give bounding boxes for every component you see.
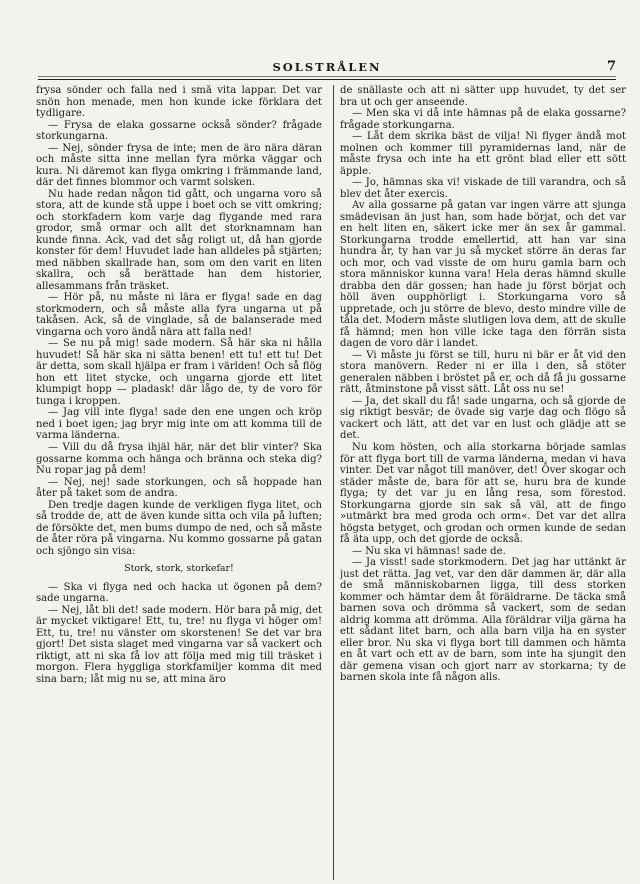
paragraph: — Men ska vi då inte hämnas på de elaka gossarne? frågade storkungarna. xyxy=(340,108,626,131)
paragraph: — Låt dem skrika bäst de vilja! Ni flyger ändå mot molnen och kommer till pyramidernas land, när de måste frysa och inte ha ett grönt blad eller ett sött äpple. xyxy=(340,131,626,177)
header-rule-thin xyxy=(38,76,616,77)
right-column xyxy=(340,85,626,880)
running-title: SOLSTRÅLEN xyxy=(272,60,382,74)
left-column xyxy=(36,85,322,880)
paragraph: — Nej, nej! sade storkungen, och så hoppade han åter på taket som de andra. xyxy=(36,476,322,500)
song-verse: Stork, stork, storkefar! xyxy=(124,563,234,575)
paragraph: Nu kom hösten, och alla storkarna började samlas för att flyga bort till de varma länderna, medan vi hava vinter. Det var något till manöver, det! Över skogar och städer måste de, bara för att se, huru bra de kunde flyga; ty det var ju en lång resa, som förestod. Storkungarna gjorde sin sak så väl, att de fingo »utmärkt bra med groda och orm«. Det var det allra högsta betyget, och grodan och ormen kunde de sedan få äta upp, och det gjorde de också. xyxy=(340,441,626,546)
paragraph: Nu hade redan någon tid gått, och ungarna voro så stora, att de kunde stå uppe i boet och se vitt omkring; och storkfadern kom varje dag flygande med rara grodor, små ormar och allt det storknamnam han kunde finna. Ack, vad det såg roligt ut, då han gjorde konster för dem! Huvudet lade han alldeles på stjärten; med näbben skallrade han, som om den varit en liten skallra, och så berättade han dem historier, allesammans från träsket. xyxy=(36,188,322,292)
paragraph: Den tredje dagen kunde de verkligen flyga litet, och så trodde de, att de även kunde sitta och vila på luften; de försökte det, men bums dumpo de ned, och så måste de åter röra på vingarna. Nu kommo gossarne på gatan och sjöngo sin visa: xyxy=(36,499,322,557)
paragraph: — Vill du då frysa ihjäl här, när det blir vinter? Ska gossarne komma och hänga och bränna och steka dig? Nu ropar jag på dem! xyxy=(36,441,322,477)
paragraph: — Ja, det skall du få! sade ungarna, och så gjorde de sig riktigt besvär; de övade sig varje dag och flögo så vackert och lätt, att det var en lust och glädje att se det. xyxy=(340,395,626,442)
paragraph: — Ja visst! sade storkmodern. Det jag har uttänkt är just det rätta. Jag vet, var den där dammen är, där alla de små människobarnen ligga, till dess storken kommer och hämtar dem åt föräldrarne. De täcka små barnen sova och drömma så vackert, som de sedan aldrig komma att drömma. Alla föräldrar vilja gärna ha ett sådant litet barn, och alla barn vilja ha en syster eller bror. Nu ska vi flyga bort till dammen och hämta en åt vart och ett av de barn, som inte ha sjungit den där gemena visan och gjort narr av storkarna; ty de barnen skola inte få någon alls. xyxy=(340,557,626,684)
paragraph: Av alla gossarne på gatan var ingen värre att sjunga smädevisan än just han, som hade börjat, och det var en helt liten en, säkert icke mer än sex år gammal. Storkungarna trodde emellertid, att han var sina hundra år, ty han var ju så mycket större än deras far och mor, och vad visste de om huru gamla barn och stora människor kunna vara! Hela deras hämnd skulle drabba den där gossen; han hade ju först börjat och höll även oupphörligt i. Storkungarna voro så uppretade, och ju större de blevo, desto mindre ville de tåla det. Modern måste slutligen lova dem, att de skulle få hämnd; men hon ville icke taga den förrän sista dagen de voro där i landet. xyxy=(340,200,626,350)
column-divider xyxy=(333,85,334,880)
paragraph: de snällaste och att ni sätter upp huvudet, ty det ser bra ut och ger anseende. xyxy=(340,85,626,108)
paragraph: — Vi måste ju först se till, huru ni bär er åt vid den stora manövern. Reder ni er illa i den, så stöter generalen näbben i bröstet på er, och då få ju gossarne rätt, åtminstone på visst sätt. Låt oss nu se! xyxy=(340,349,626,396)
paragraph: — Frysa de elaka gossarne också sönder? frågade storkungarna. xyxy=(36,119,322,143)
paragraph: — Jag vill inte flyga! sade den ene ungen och kröp ned i boet igen; jag bryr mig inte om att komma till de varma länderna. xyxy=(36,407,322,442)
paragraph: — Nej, låt bli det! sade modern. Hör bara på mig, det är mycket viktigare! Ett, tu, tre! nu flyga vi höger om! Ett, tu, tre! nu vänster om skorstenen! Se det var bra gjort! Det sista slaget med vingarna var så vackert och riktigt, att ni ska få lov att följa med mig till träsket i morgon. Flera hyggliga storkfamiljer komma dit med sina barn; låt mig nu se, att mina äro xyxy=(36,604,322,685)
page-number: 7 xyxy=(606,59,616,74)
paragraph: — Nu ska vi hämnas! sade de. xyxy=(352,545,506,557)
paragraph: — Hör på, nu måste ni lära er flyga! sade en dag storkmodern, och så måste alla fyra ungarna ut på takåsen. Ack, så de vinglade, så de balanserade med vingarna och voro ändå nära att falla ned! xyxy=(36,292,322,338)
paragraph: — Jo, hämnas ska vi! viskade de till varandra, och så blev det åter exercis. xyxy=(340,177,626,200)
page-header xyxy=(38,58,616,80)
paragraph: — Nej, sönder frysa de inte; men de äro nära däran och måste sitta inne mellan fyra mörka väggar och kura. Ni däremot kan flyga omkring i främmande land, där det finnes blommor och varmt solsken. xyxy=(36,142,322,189)
paragraph: — Ska vi flyga ned och hacka ut ögonen på dem? sade ungarna. xyxy=(36,581,322,605)
header-rule xyxy=(38,79,616,80)
paragraph: — Se nu på mig! sade modern. Så här ska ni hålla huvudet! Så här ska ni sätta benen! ett tu! ett tu! Det är detta, som skall hjälpa er fram i världen! Och så flög hon ett litet stycke, och ungarna gjorde ett litet klumpigt hopp — pladask! där lågo de, ty de voro för tunga i kroppen. xyxy=(36,338,322,407)
paragraph: frysa sönder och falla ned i små vita lappar. Det var snön hon menade, men hon kunde icke förklara det tydligare. xyxy=(36,85,322,120)
